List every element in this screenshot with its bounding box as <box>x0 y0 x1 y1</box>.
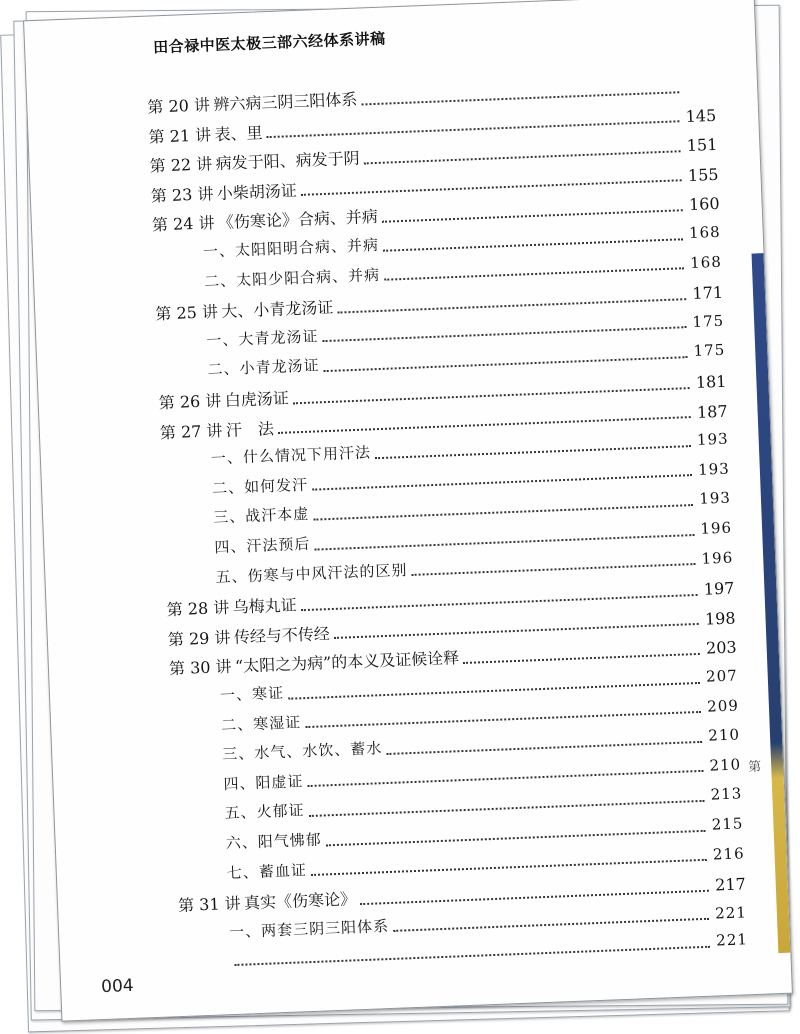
dot-leader <box>307 766 703 787</box>
entry-page-number: 209 <box>706 696 740 716</box>
entry-page-number: 175 <box>693 341 726 361</box>
entry-page-number: 168 <box>689 252 723 272</box>
entry-page-number: 203 <box>705 637 737 659</box>
page-number: 004 <box>100 975 135 998</box>
entry-page-number: 217 <box>714 874 747 895</box>
entry-title: 病发于阳、病发于阴 <box>215 148 360 174</box>
dot-leader <box>309 796 705 817</box>
entry-title: 四、汗法预后 <box>214 534 311 557</box>
lecture-number: 第 20 讲 <box>147 95 211 117</box>
entry-title: 汗 法 <box>225 418 275 440</box>
entry-page-number: 160 <box>688 194 720 215</box>
dot-leader <box>386 737 702 755</box>
entry-page-number: 196 <box>701 548 734 568</box>
dot-leader <box>463 649 700 664</box>
entry-title: 一、大青龙汤证 <box>206 327 319 350</box>
dot-leader <box>313 500 693 521</box>
entry-page-number: 155 <box>687 164 719 185</box>
running-header: 田合禄中医太极三部六经体系讲稿 <box>152 29 386 57</box>
dot-leader <box>312 470 692 491</box>
entry-page-number: 187 <box>696 401 728 422</box>
lecture-number: 第 21 讲 <box>148 124 212 147</box>
entry-page-number: 196 <box>700 518 733 538</box>
dot-leader <box>288 677 700 699</box>
entry-page-number: 221 <box>714 903 748 923</box>
table-of-contents <box>24 0 792 1021</box>
dot-leader <box>360 885 709 904</box>
lecture-number: 第 30 讲 <box>168 657 232 679</box>
entry-page-number: 145 <box>685 105 717 126</box>
entry-page-number: 221 <box>715 930 749 950</box>
entry-title: 二、寒湿证 <box>220 712 302 734</box>
entry-title: 一、两套三阴三阳体系 <box>228 916 390 941</box>
lecture-number: 第 26 讲 <box>158 391 222 413</box>
margin-mark: 第 <box>747 759 762 776</box>
entry-page-number: 213 <box>710 784 743 804</box>
entry-title: 四、阳虚证 <box>223 772 304 794</box>
dot-leader <box>314 530 694 551</box>
dot-leader <box>361 87 679 105</box>
entry-page-number: 207 <box>705 666 739 686</box>
dot-leader <box>383 234 683 252</box>
lecture-number: 第 25 讲 <box>155 302 219 324</box>
entry-title: 一、什么情况下用汗法 <box>210 443 372 468</box>
dot-leader <box>375 441 691 459</box>
dot-leader <box>393 914 709 932</box>
entry-title: 二、太阳少阳合病、并病 <box>203 265 381 291</box>
entry-page-number: 197 <box>703 578 735 599</box>
dot-leader <box>384 263 684 281</box>
entry-page-number <box>685 91 715 92</box>
entry-page-number: 210 <box>708 725 741 745</box>
dot-leader <box>326 825 706 846</box>
entry-title: 五、火郁证 <box>224 801 305 823</box>
entry-title: 一、寒证 <box>219 683 285 705</box>
entry-page-number: 210 <box>709 755 742 775</box>
dot-leader <box>364 146 681 164</box>
entry-title: 三、水气、水饮、蓄水 <box>222 739 383 764</box>
entry-page-number: 175 <box>692 311 725 331</box>
entry-page-number: 181 <box>695 371 727 392</box>
lecture-number: 第 28 讲 <box>166 598 230 620</box>
entry-page-number: 151 <box>686 135 718 156</box>
lecture-number: 第 23 讲 <box>150 184 214 206</box>
entry-page-number: 216 <box>712 843 745 864</box>
dot-leader <box>305 707 701 728</box>
entry-title: 小柴胡汤证 <box>216 180 298 203</box>
entry-title: 白虎汤证 <box>224 388 290 410</box>
dot-leader <box>411 559 695 576</box>
dot-leader <box>234 942 710 966</box>
entry-title: “太阳之为病”的本义及证候诠释 <box>234 648 460 677</box>
entry-page-number: 193 <box>696 429 729 450</box>
entry-title: 五、伤寒与中风汗法的区别 <box>215 560 408 587</box>
dot-leader <box>334 619 699 639</box>
entry-title: 二、如何发汗 <box>211 475 309 498</box>
dot-leader <box>324 352 688 372</box>
entry-title: 二、小青龙汤证 <box>207 356 320 379</box>
entry-title: 真实《伤寒论》 <box>243 889 357 913</box>
entry-page-number: 198 <box>704 608 736 629</box>
lecture-number: 第 22 讲 <box>149 154 213 176</box>
dot-leader <box>301 176 682 197</box>
dot-leader <box>322 322 686 342</box>
toc-page <box>23 0 793 1022</box>
lecture-number: 第 29 讲 <box>167 627 231 650</box>
entry-title: 六、阳气怫郁 <box>225 830 323 853</box>
entry-title: 辨六病三阴三阳体系 <box>213 89 358 115</box>
entry-title: 七、蓄血证 <box>226 860 308 882</box>
dot-leader <box>382 205 683 223</box>
lecture-number: 第 24 讲 <box>151 213 215 236</box>
dot-leader <box>337 294 686 313</box>
entry-title: 传经与不传经 <box>233 623 331 647</box>
dot-leader <box>311 855 707 876</box>
entry-title: 《伤寒论》合病、并病 <box>217 207 379 233</box>
dot-leader <box>301 590 698 611</box>
lecture-number: 第 27 讲 <box>159 420 223 443</box>
lecture-number: 第 31 讲 <box>177 893 242 916</box>
entry-title: 乌梅丸证 <box>232 595 298 617</box>
entry-page-number: 215 <box>711 814 744 834</box>
entry-page-number: 171 <box>692 282 724 304</box>
entry-title: 表、里 <box>214 122 263 144</box>
dot-leader <box>293 383 690 404</box>
entry-page-number: 193 <box>698 488 732 509</box>
entry-title: 一、太阳阳明合病、并病 <box>202 235 380 261</box>
entry-title: 大、小青龙汤证 <box>221 297 334 322</box>
entry-page-number: 193 <box>697 459 731 479</box>
entry-title: 三、战汗本虚 <box>212 505 310 527</box>
entry-page-number: 168 <box>688 222 722 243</box>
